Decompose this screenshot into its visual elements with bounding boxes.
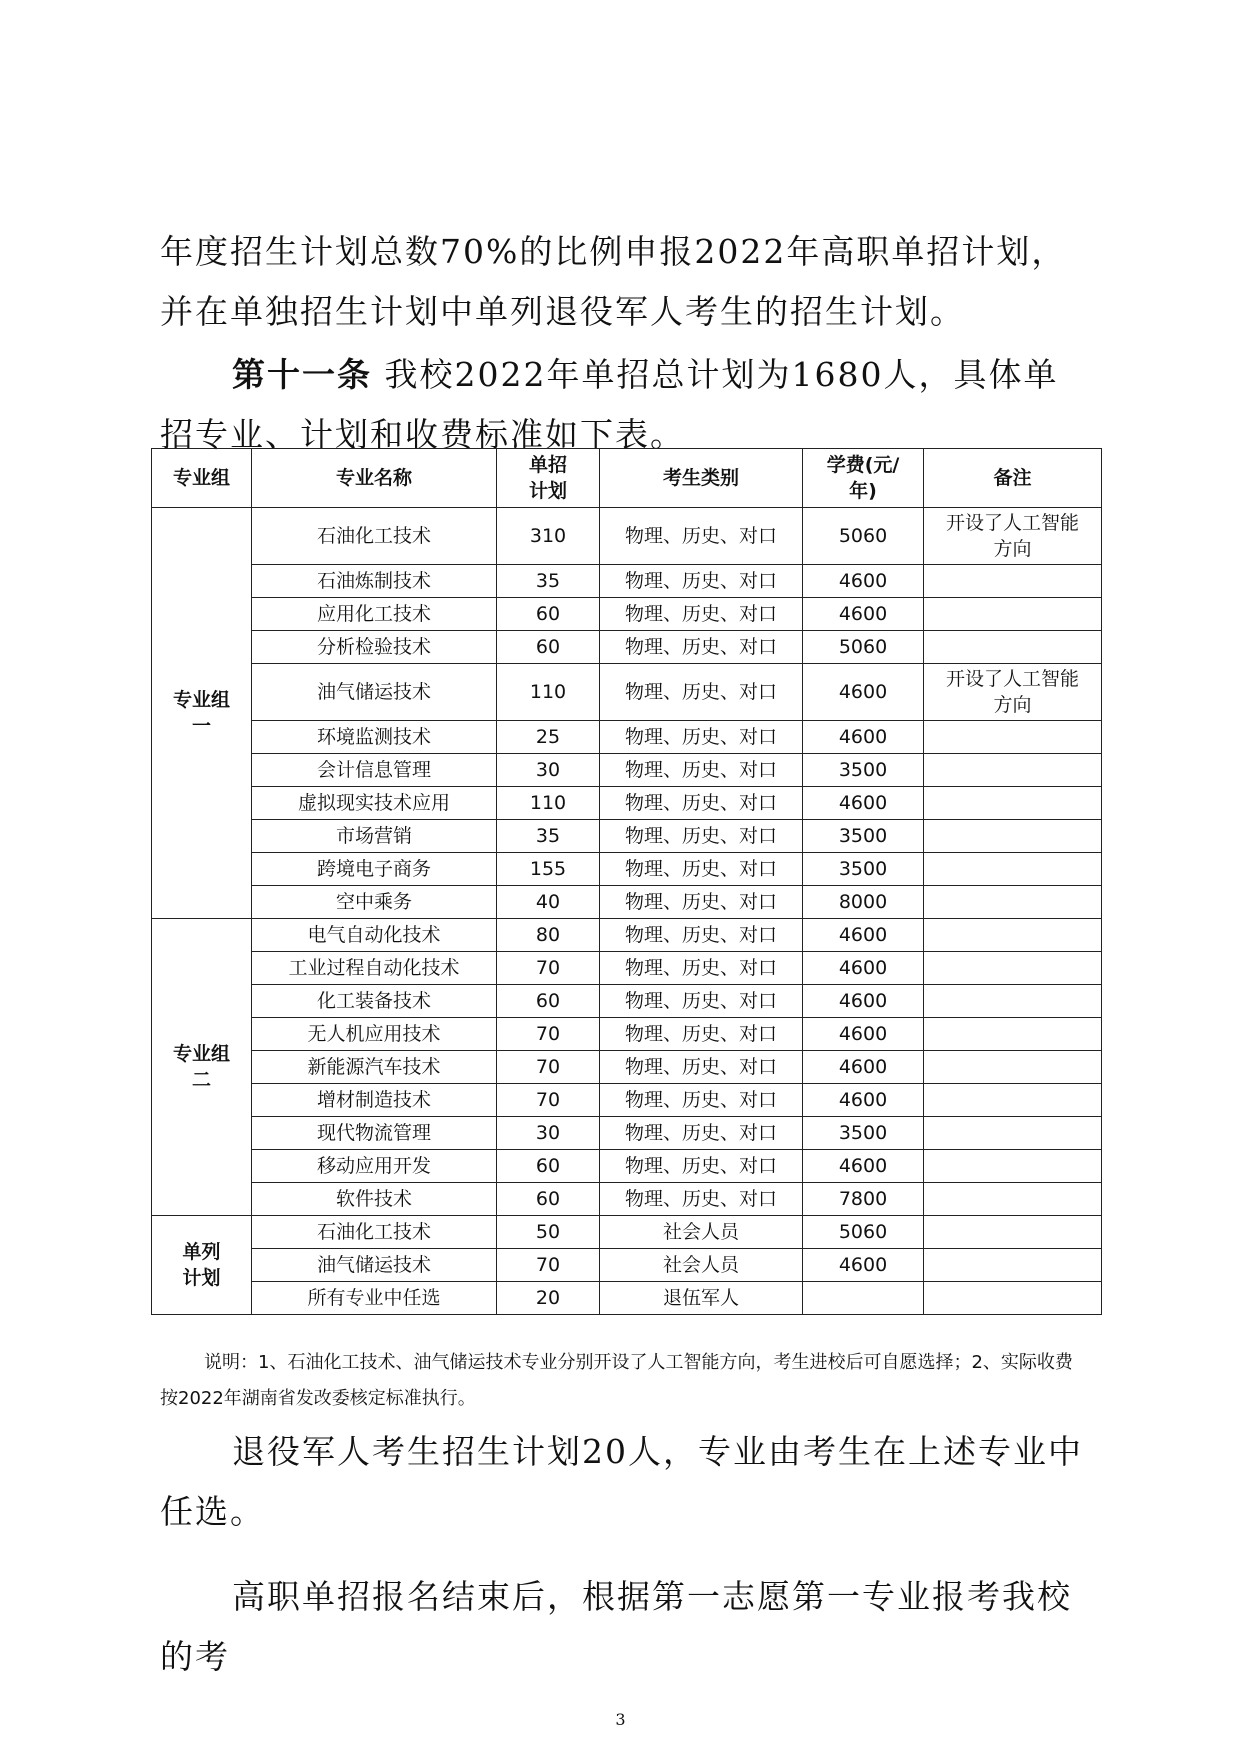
cell-fee [803,1282,924,1315]
cell-fee: 3500 [803,1117,924,1150]
cell-category: 物理、历史、对口 [600,820,803,853]
cell-major: 增材制造技术 [252,1084,497,1117]
header-note: 备注 [924,449,1102,508]
table-row [152,952,1102,985]
cell-fee: 3500 [803,820,924,853]
cell-major: 虚拟现实技术应用 [252,787,497,820]
cell-major: 新能源汽车技术 [252,1051,497,1084]
cell-major: 化工装备技术 [252,985,497,1018]
cell-category: 物理、历史、对口 [600,787,803,820]
cell-note [924,985,1102,1018]
header-group: 专业组 [152,449,252,508]
table-header-row [152,449,1102,508]
table-row [152,664,1102,721]
cell-note [924,1150,1102,1183]
header-major: 专业名称 [252,449,497,508]
cell-fee: 4600 [803,721,924,754]
cell-category: 物理、历史、对口 [600,985,803,1018]
cell-major: 分析检验技术 [252,631,497,664]
cell-major: 无人机应用技术 [252,1018,497,1051]
cell-note [924,565,1102,598]
cell-category: 物理、历史、对口 [600,598,803,631]
table-row [152,508,1102,565]
cell-fee: 7800 [803,1183,924,1216]
cell-note [924,1249,1102,1282]
cell-note: 开设了人工智能方向 [924,508,1102,565]
cell-major: 工业过程自动化技术 [252,952,497,985]
cell-plan: 30 [497,754,600,787]
cell-note [924,919,1102,952]
cell-plan: 70 [497,1018,600,1051]
table-row [152,1249,1102,1282]
table-row [152,1216,1102,1249]
cell-fee: 3500 [803,754,924,787]
cell-note [924,1018,1102,1051]
header-fee: 学费(元/年) [803,449,924,508]
table-row [152,1282,1102,1315]
table-row [152,631,1102,664]
cell-plan: 35 [497,820,600,853]
cell-plan: 40 [497,886,600,919]
header-plan: 单招计划 [497,449,600,508]
cell-category: 物理、历史、对口 [600,721,803,754]
cell-fee: 4600 [803,985,924,1018]
cell-fee: 4600 [803,952,924,985]
cell-plan: 25 [497,721,600,754]
table-row [152,565,1102,598]
cell-note [924,631,1102,664]
cell-note [924,820,1102,853]
cell-fee: 4600 [803,1051,924,1084]
table-row [152,1018,1102,1051]
cell-major: 软件技术 [252,1183,497,1216]
cell-plan: 70 [497,952,600,985]
cell-plan: 70 [497,1249,600,1282]
table-row [152,787,1102,820]
cell-plan: 110 [497,664,600,721]
cell-major: 会计信息管理 [252,754,497,787]
cell-fee: 8000 [803,886,924,919]
paragraph-article-11 [160,345,1090,465]
cell-plan: 310 [497,508,600,565]
table-row [152,985,1102,1018]
cell-major: 石油化工技术 [252,1216,497,1249]
group-cell-2: 专业组二 [152,919,252,1216]
cell-plan: 60 [497,985,600,1018]
article-heading: 第十一条 [232,355,372,394]
cell-category: 物理、历史、对口 [600,508,803,565]
table-row [152,1084,1102,1117]
table-row [152,754,1102,787]
cell-plan: 60 [497,1150,600,1183]
cell-major: 油气储运技术 [252,1249,497,1282]
cell-plan: 80 [497,919,600,952]
cell-plan: 110 [497,787,600,820]
cell-category: 物理、历史、对口 [600,1051,803,1084]
cell-note: 开设了人工智能方向 [924,664,1102,721]
cell-plan: 20 [497,1282,600,1315]
cell-plan: 50 [497,1216,600,1249]
cell-note [924,1216,1102,1249]
cell-plan: 70 [497,1084,600,1117]
cell-note [924,1117,1102,1150]
article-text: 我校2022年单招总计划为1680人，具体单招专业、计划和收费标准如下表。 [160,355,1059,454]
cell-note [924,1183,1102,1216]
cell-fee: 4600 [803,664,924,721]
cell-category: 物理、历史、对口 [600,952,803,985]
table-row [152,820,1102,853]
cell-note [924,886,1102,919]
cell-fee: 4600 [803,1084,924,1117]
group-cell-1: 专业组一 [152,508,252,919]
table-row [152,919,1102,952]
header-category: 考生类别 [600,449,803,508]
cell-fee: 4600 [803,919,924,952]
cell-fee: 5060 [803,1216,924,1249]
cell-note [924,952,1102,985]
cell-major: 油气储运技术 [252,664,497,721]
cell-note [924,754,1102,787]
cell-category: 物理、历史、对口 [600,664,803,721]
cell-category: 物理、历史、对口 [600,886,803,919]
cell-note [924,1282,1102,1315]
cell-major: 现代物流管理 [252,1117,497,1150]
cell-plan: 60 [497,598,600,631]
group-cell-3: 单列计划 [152,1216,252,1315]
cell-note [924,787,1102,820]
cell-plan: 60 [497,631,600,664]
cell-note [924,598,1102,631]
table-row [152,1183,1102,1216]
cell-major: 石油炼制技术 [252,565,497,598]
cell-category: 物理、历史、对口 [600,1084,803,1117]
cell-fee: 3500 [803,853,924,886]
cell-note [924,721,1102,754]
cell-category: 物理、历史、对口 [600,1183,803,1216]
cell-major: 空中乘务 [252,886,497,919]
cell-plan: 155 [497,853,600,886]
cell-category: 物理、历史、对口 [600,1150,803,1183]
paragraph-veteran: 退役军人考生招生计划20人，专业由考生在上述专业中任选。 [160,1432,1083,1531]
table-row [152,886,1102,919]
cell-category: 物理、历史、对口 [600,1018,803,1051]
cell-category: 物理、历史、对口 [600,853,803,886]
cell-category: 退伍军人 [600,1282,803,1315]
cell-category: 社会人员 [600,1216,803,1249]
cell-major: 所有专业中任选 [252,1282,497,1315]
cell-major: 移动应用开发 [252,1150,497,1183]
cell-category: 物理、历史、对口 [600,631,803,664]
cell-category: 物理、历史、对口 [600,754,803,787]
cell-category: 物理、历史、对口 [600,919,803,952]
table-row [152,1150,1102,1183]
cell-fee: 4600 [803,1018,924,1051]
cell-fee: 4600 [803,787,924,820]
cell-major: 跨境电子商务 [252,853,497,886]
cell-plan: 70 [497,1051,600,1084]
table-remark: 说明：1、石油化工技术、油气储运技术专业分别开设了人工智能方向，考生进校后可自愿选择；2、实际收费按2022年湖南省发改委核定标准执行。 [160,1352,1073,1409]
cell-category: 物理、历史、对口 [600,565,803,598]
cell-plan: 60 [497,1183,600,1216]
cell-plan: 35 [497,565,600,598]
cell-note [924,853,1102,886]
paragraph-intro: 年度招生计划总数70%的比例申报2022年高职单招计划，并在单独招生计划中单列退役军人考生的招生计划。 [160,232,1067,331]
page-number: 3 [615,1710,626,1729]
table-row [152,721,1102,754]
table-row [152,853,1102,886]
cell-fee: 4600 [803,1150,924,1183]
cell-major: 市场营销 [252,820,497,853]
cell-fee: 5060 [803,631,924,664]
cell-fee: 4600 [803,598,924,631]
cell-fee: 5060 [803,508,924,565]
cell-category: 物理、历史、对口 [600,1117,803,1150]
cell-major: 应用化工技术 [252,598,497,631]
cell-major: 石油化工技术 [252,508,497,565]
table-row [152,1051,1102,1084]
cell-plan: 30 [497,1117,600,1150]
cell-category: 社会人员 [600,1249,803,1282]
table-row [152,1117,1102,1150]
cell-major: 环境监测技术 [252,721,497,754]
table-row [152,598,1102,631]
cell-fee: 4600 [803,565,924,598]
enrollment-plan-table [151,448,1102,1315]
cell-note [924,1084,1102,1117]
cell-note [924,1051,1102,1084]
paragraph-after-registration: 高职单招报名结束后，根据第一志愿第一专业报考我校的考 [160,1577,1072,1676]
cell-fee: 4600 [803,1249,924,1282]
cell-major: 电气自动化技术 [252,919,497,952]
